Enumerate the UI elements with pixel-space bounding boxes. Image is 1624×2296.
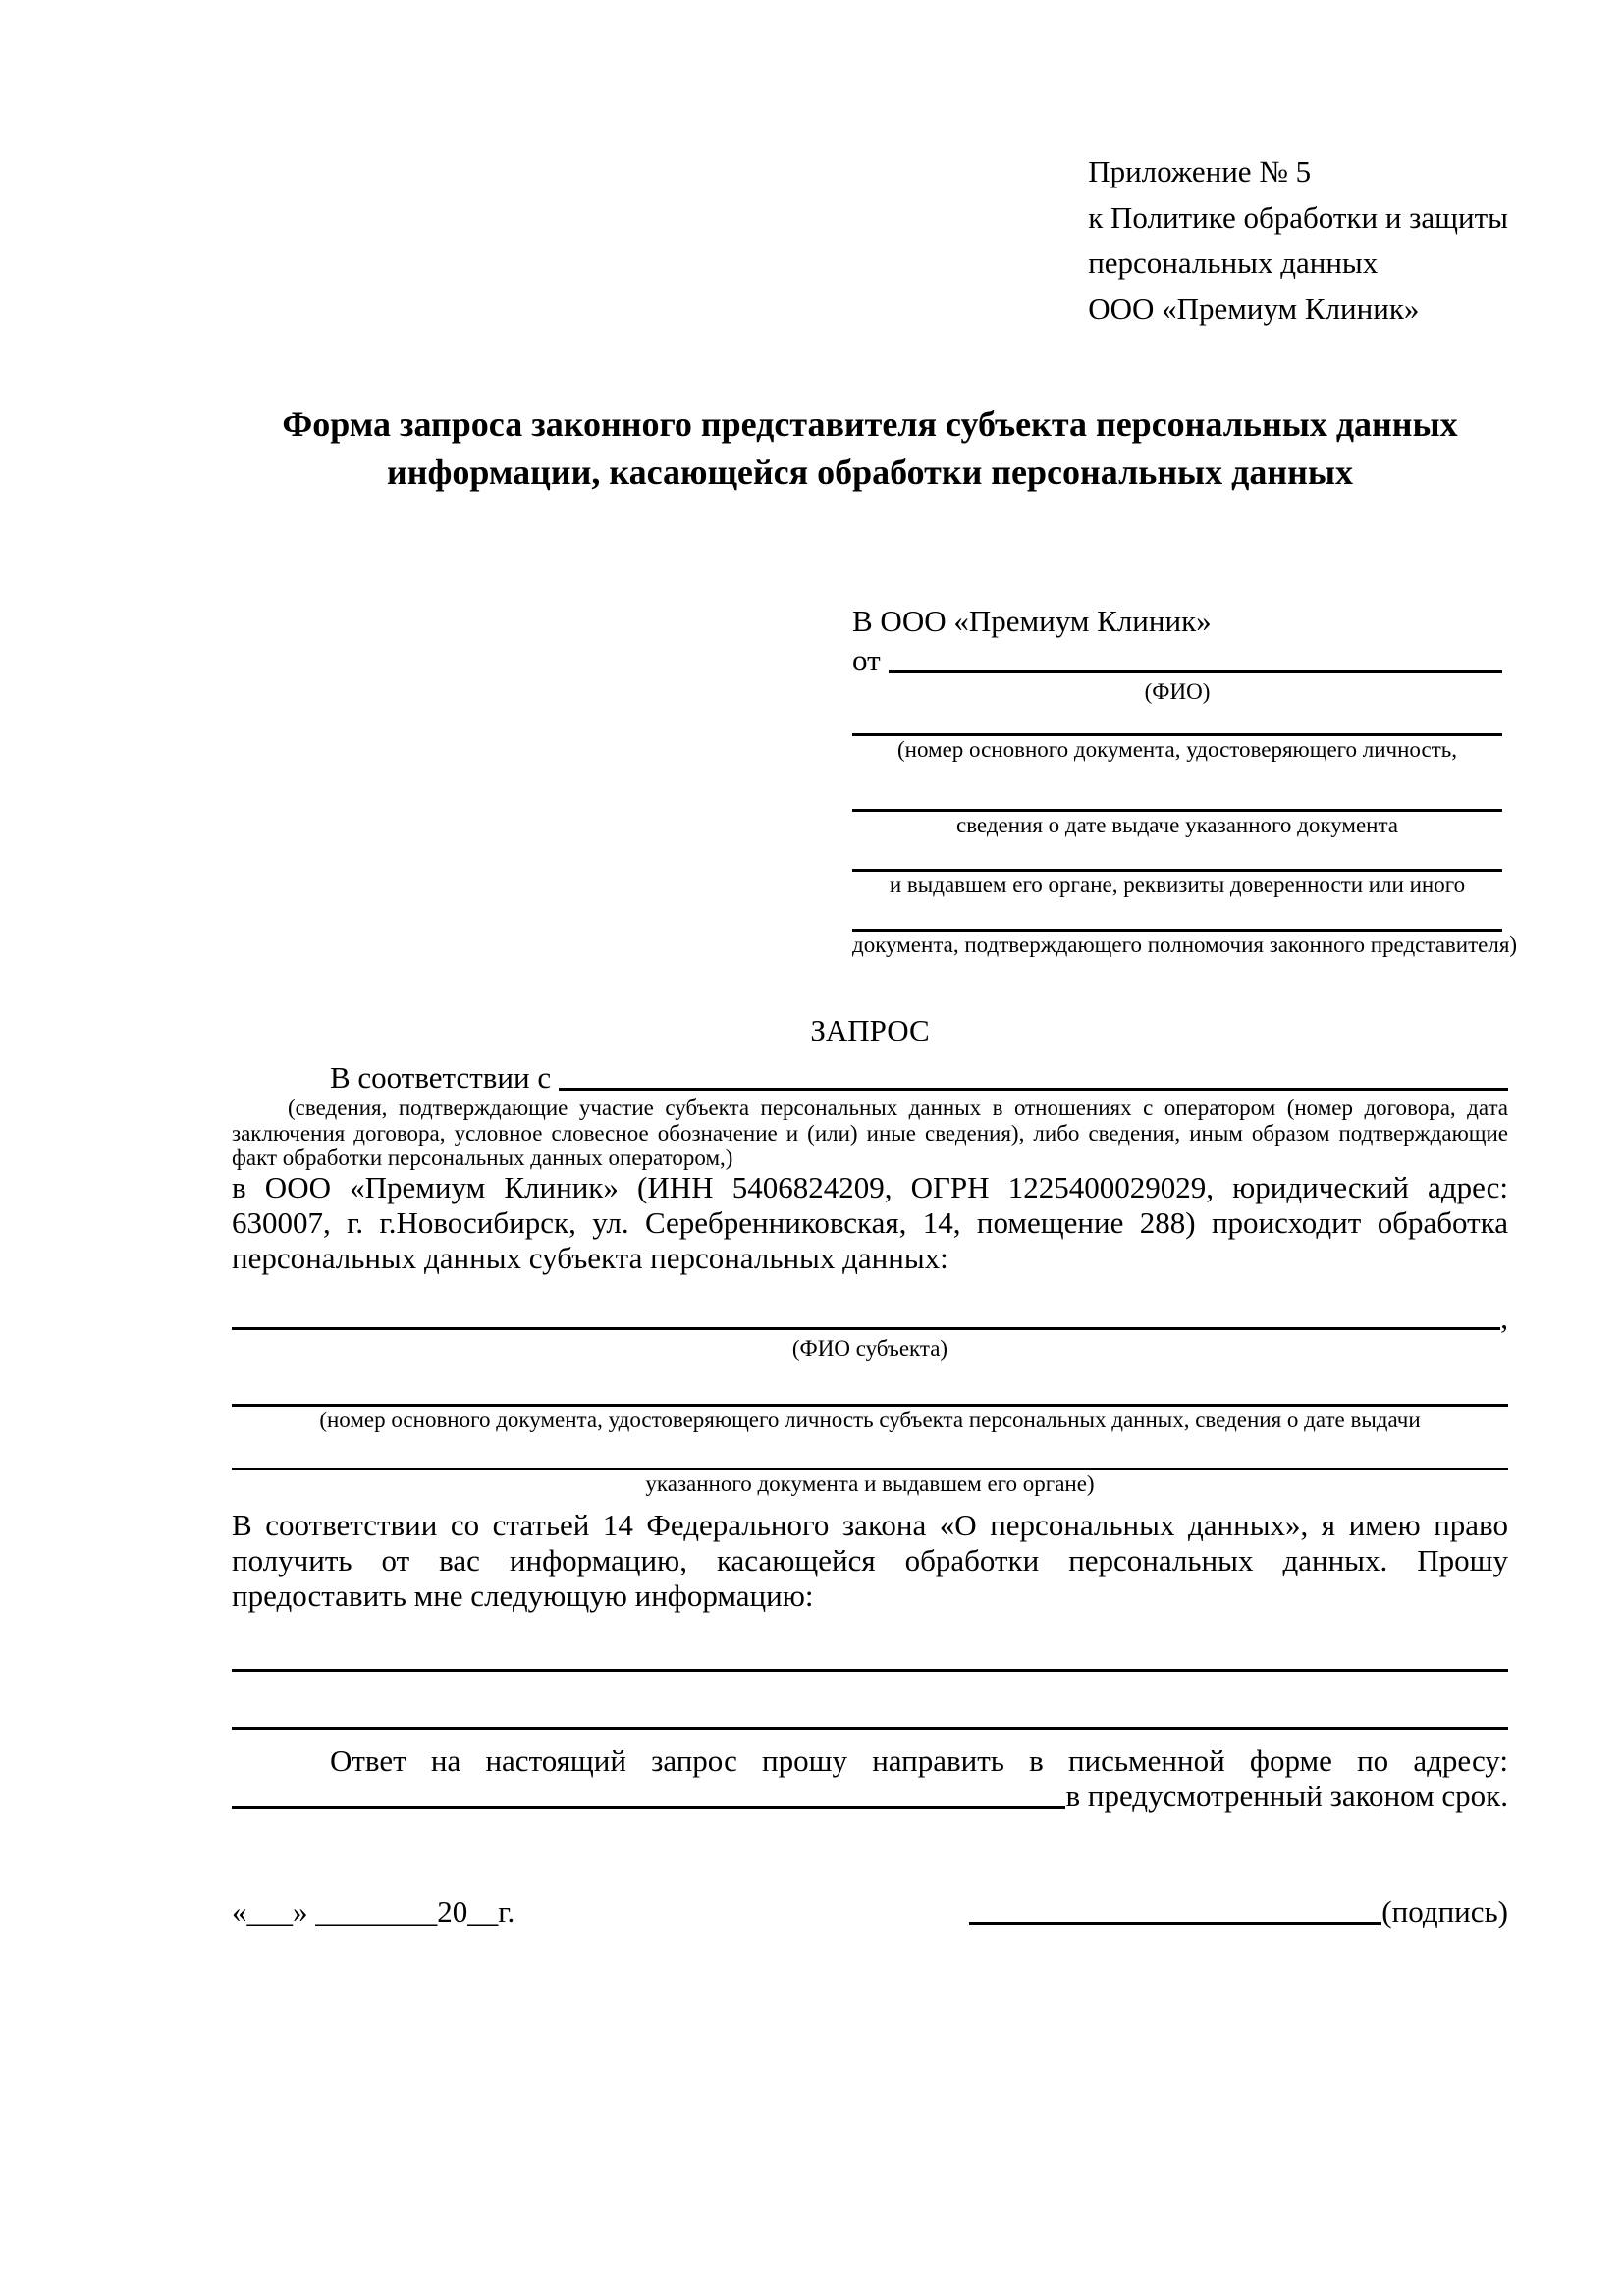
- signature-blank-line: [969, 1922, 1381, 1925]
- signature-row: [232, 1895, 1508, 1930]
- document-number-caption: (номер основного документа, удостоверяющего личность,: [896, 737, 1457, 763]
- appendix-line: к Политике обработки и защиты: [1088, 199, 1508, 235]
- appendix-line: персональных данных: [1088, 245, 1379, 280]
- form-title-line1: Форма запроса законного представителя субъекта персональных данных: [282, 404, 1458, 444]
- request-heading: ЗАПРОС: [810, 1013, 930, 1048]
- subject-fio-row: [232, 1302, 1508, 1335]
- subject-fio-blank-line: [232, 1327, 1500, 1330]
- from-label: от: [852, 643, 881, 678]
- information-blank-line-1: [232, 1669, 1508, 1672]
- addressee-block: [852, 600, 1518, 959]
- subject-document-caption: (номер основного документа, удостоверяющего личность субъекта персональных данных, сведения о дате выдачи: [319, 1408, 1421, 1433]
- intro-blank-line: [559, 1088, 1508, 1091]
- appendix-line: ООО «Премиум Клиник»: [1088, 291, 1420, 326]
- from-blank-line: [889, 670, 1502, 673]
- trailing-comma: ,: [1500, 1301, 1508, 1336]
- rights-paragraph: В соответствии со статьей 14 Федерального закона «О персональных данных», я имею право получить от вас информацию, касающейся обработки персональных данных. Прошу предоставить мне следующую информацию:: [232, 1508, 1508, 1614]
- signature-caption: (подпись): [1381, 1895, 1508, 1930]
- issuing-authority-caption: и выдавшем его органе, реквизиты доверенности или иного: [889, 873, 1466, 898]
- address-blank-line: [232, 1806, 1065, 1809]
- response-tail: в предусмотренный законом срок.: [1065, 1779, 1508, 1814]
- from-row: [852, 643, 1502, 678]
- appendix-block: [1088, 149, 1508, 332]
- appendix-line: Приложение № 5: [1088, 154, 1312, 188]
- powers-document-caption: документа, подтверждающего полномочия законного представителя): [852, 933, 1518, 958]
- form-title-line2: информации, касающейся обработки персональных данных: [387, 452, 1353, 492]
- intro-row: [232, 1060, 1508, 1095]
- intro-label: В соответствии с: [330, 1060, 552, 1095]
- addressee-organization: В ООО «Премиум Клиник»: [852, 604, 1212, 639]
- subject-document-caption-2: указанного документа и выдавшем его органе): [645, 1471, 1095, 1497]
- fio-caption: (ФИО): [1144, 679, 1211, 705]
- operator-paragraph: в ООО «Премиум Клиник» (ИНН 5406824209, ОГРН 1225400029029, юридический адрес: 630007, г. г.Новосибирск, ул. Серебренниковская, 14, помещение 288) происходит обработка персональных данных субъекта персональных данных:: [232, 1170, 1508, 1276]
- response-paragraph: Ответ на настоящий запрос прошу направить в письменной форме по адресу:: [330, 1743, 1508, 1779]
- intro-caption: (сведения, подтверждающие участие субъекта персональных данных в отношениях с оператором (номер договора, дата заключения договора, условное словесное обозначение и (или) иные сведения), либо сведения, иным образом подтверждающие факт обработки персональных данных оператором,): [232, 1095, 1508, 1170]
- subject-fio-caption: (ФИО субъекта): [791, 1336, 948, 1362]
- issue-date-caption: сведения о дате выдаче указанного документа: [955, 813, 1399, 838]
- signature-area: [969, 1895, 1508, 1930]
- information-blank-line-2: [232, 1727, 1508, 1730]
- date-line: «___» ________20__г.: [232, 1895, 515, 1930]
- form-title: [232, 400, 1508, 496]
- address-row: [232, 1779, 1508, 1814]
